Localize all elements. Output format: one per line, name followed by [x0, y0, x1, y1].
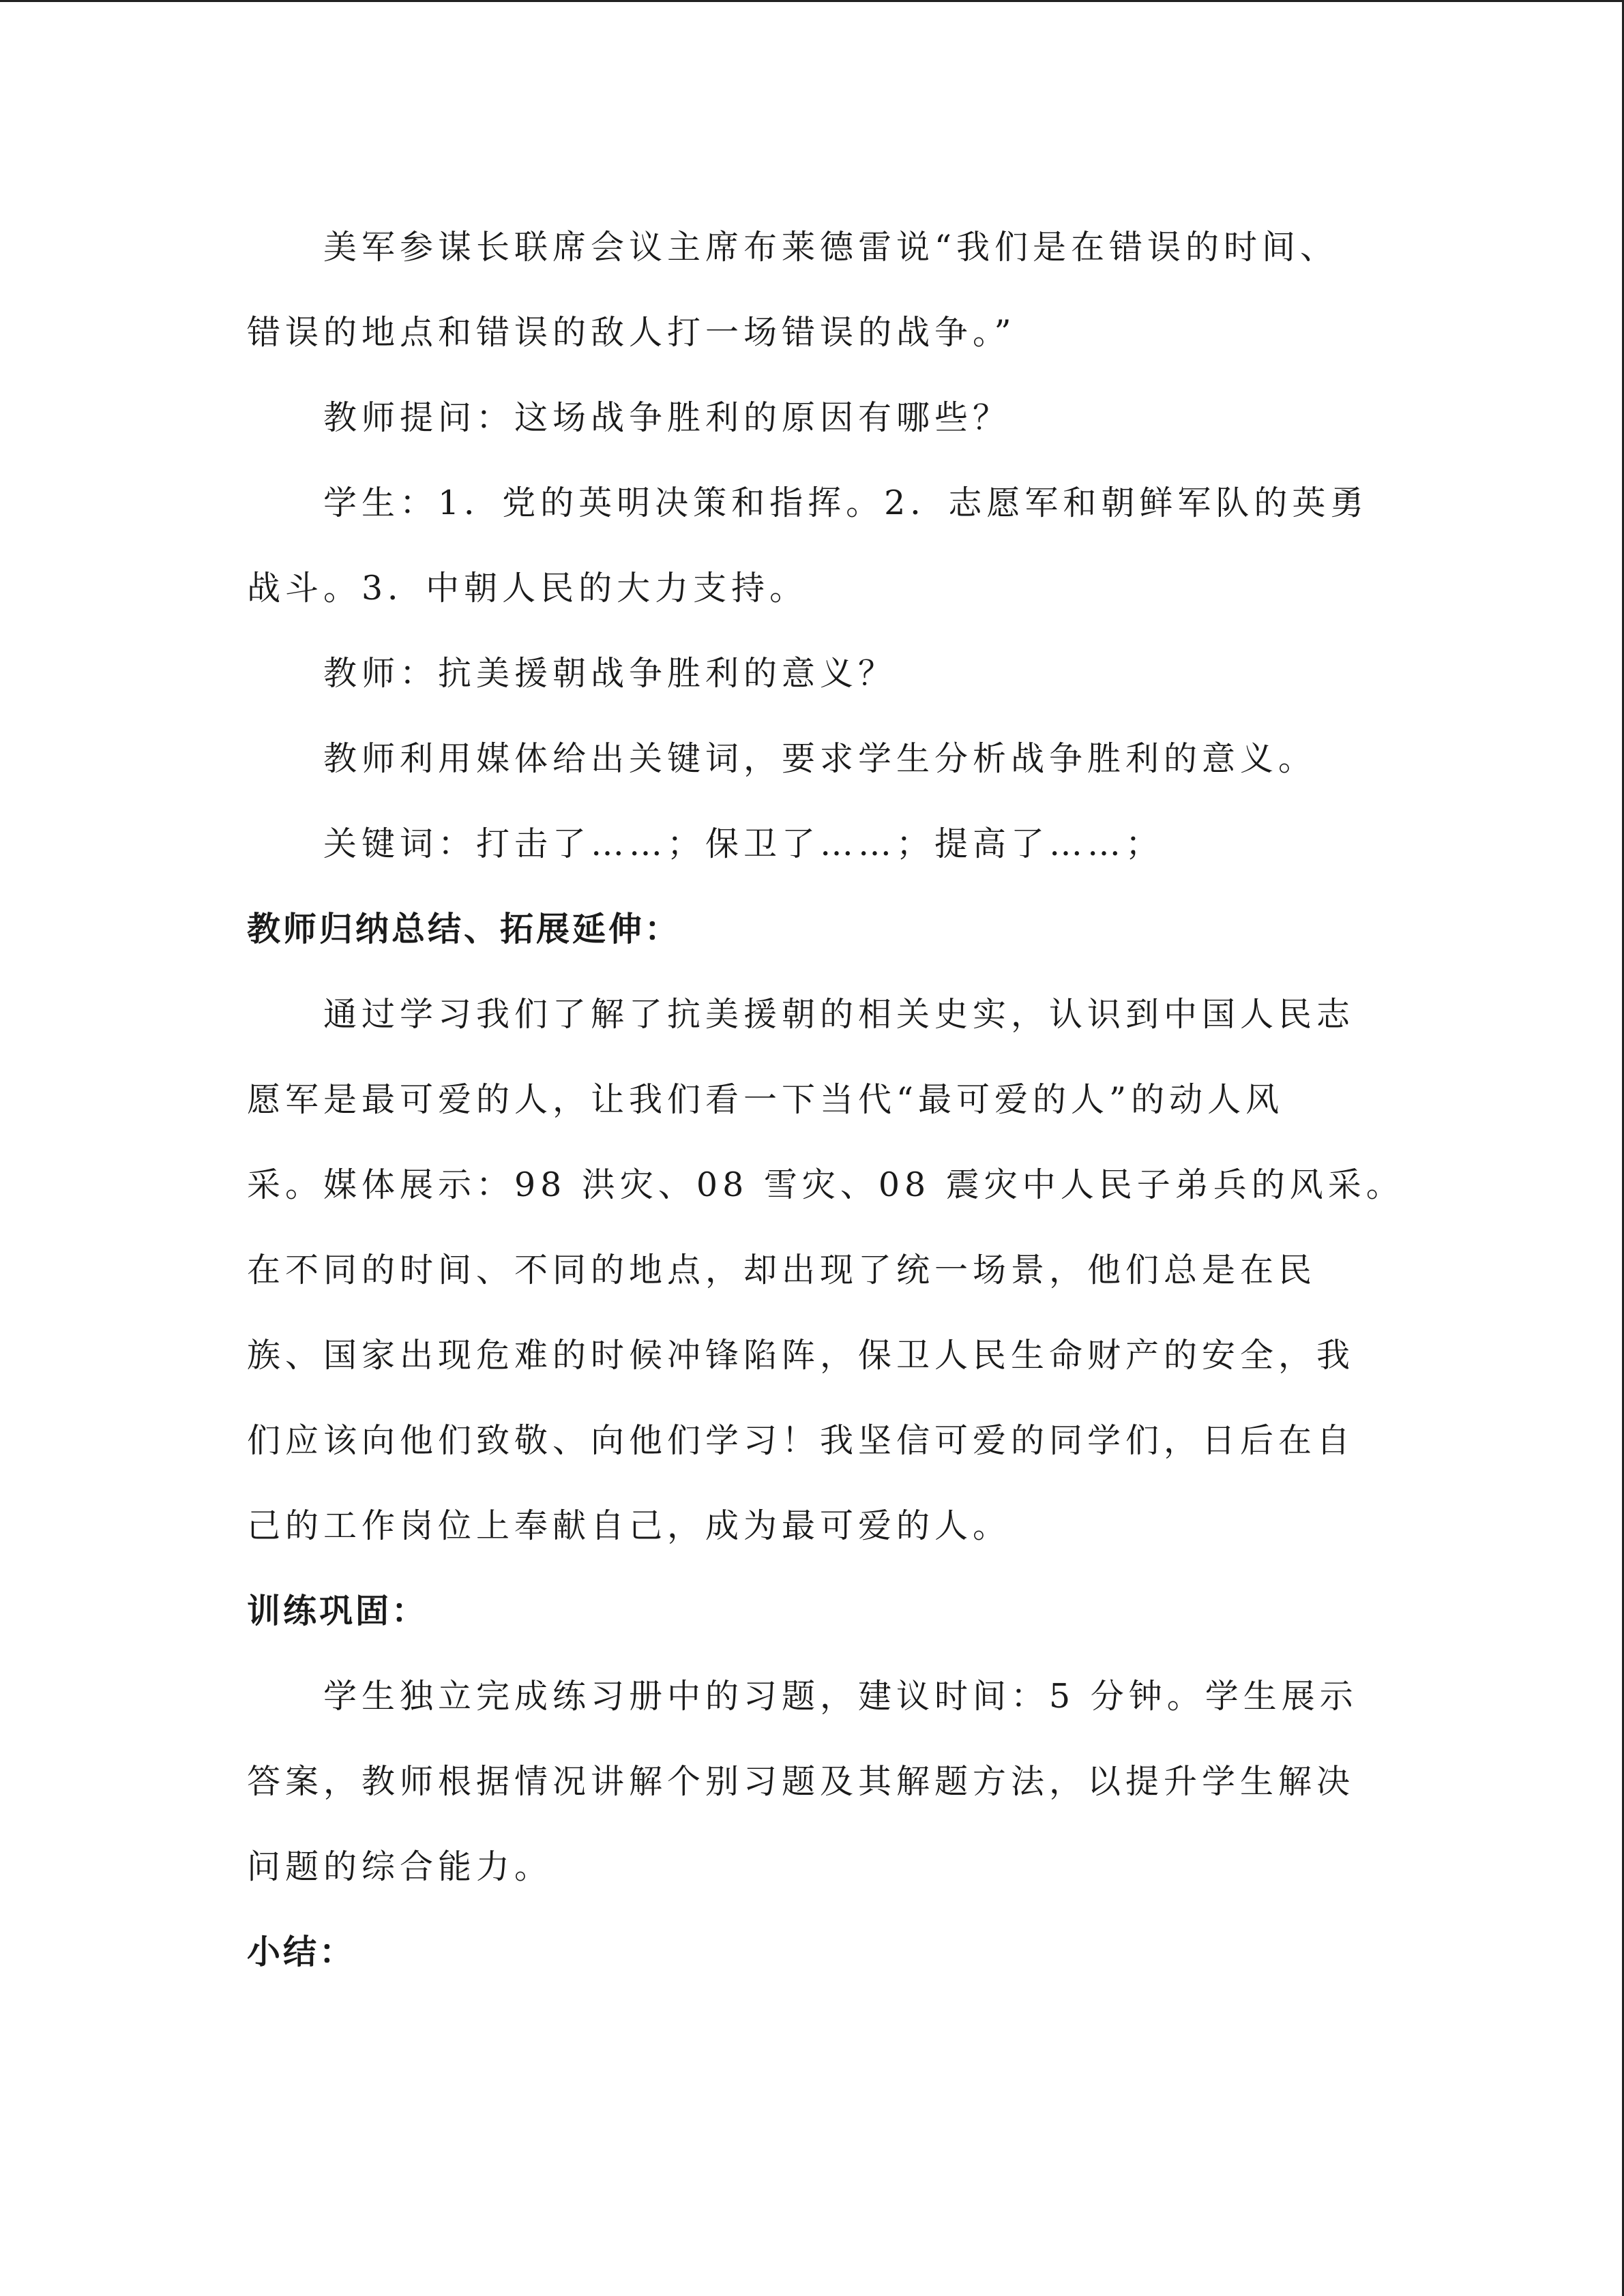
heading-text: 训练巩固：	[247, 1592, 428, 1630]
text-line: 愿军是最可爱的人，让我们看一下当代“最可爱的人”的动人风	[247, 1080, 1284, 1119]
text-line: 采。媒体展示：98 洪灾、08 雪灾、08 震灾中人民子弟兵的风采。	[247, 1165, 1404, 1204]
section-heading-conclusion	[247, 1909, 1365, 1995]
text-line: 学生：1．党的英明决策和指挥。2．志愿军和朝鲜军队的英勇	[323, 483, 1369, 522]
text-line: 战斗。3．中朝人民的大力支持。	[247, 569, 808, 608]
text-line: 错误的地点和错误的敌人打一场错误的战争。”	[247, 313, 1016, 352]
paragraph-teacher-question-reasons	[247, 375, 1365, 460]
text-line: 们应该向他们致敬、向他们学习！我坚信可爱的同学们，日后在自	[247, 1421, 1355, 1460]
paragraph-summary-body	[247, 972, 1404, 1568]
text-line: 族、国家出现危难的时候冲锋陷阵，保卫人民生命财产的安全，我	[247, 1336, 1355, 1375]
heading-text: 教师归纳总结、拓展延伸：	[247, 910, 681, 949]
paragraph-student-answer	[247, 460, 1369, 631]
paragraph-practice-body	[247, 1654, 1365, 1909]
text-line: 己的工作岗位上奉献自己，成为最可爱的人。	[247, 1506, 1012, 1545]
paragraph-keywords	[247, 801, 1365, 886]
document-body	[247, 205, 1404, 1995]
page-border-top	[0, 0, 1624, 2]
paragraph-bradley-quote	[247, 205, 1365, 375]
text-line: 在不同的时间、不同的地点，却出现了统一场景，他们总是在民	[247, 1251, 1317, 1289]
text-line: 答案，教师根据情况讲解个别习题及其解题方法，以提升学生解决	[247, 1762, 1355, 1801]
heading-text: 小结：	[247, 1933, 356, 1971]
paragraph-media-keywords-instruction	[247, 716, 1365, 801]
paragraph-teacher-question-significance	[247, 631, 1365, 716]
text-line: 美军参谋长联席会议主席布莱德雷说“我们是在错误的时间、	[323, 228, 1339, 267]
text-line: 教师提问：这场战争胜利的原因有哪些？	[323, 398, 1012, 437]
text-line: 关键词：打击了……；保卫了……；提高了……；	[323, 824, 1164, 863]
text-line: 通过学习我们了解了抗美援朝的相关史实，认识到中国人民志	[323, 995, 1355, 1034]
text-line: 教师：抗美援朝战争胜利的意义？	[323, 654, 897, 693]
text-line: 学生独立完成练习册中的习题，建议时间：5 分钟。学生展示	[323, 1677, 1358, 1716]
text-line: 教师利用媒体给出关键词，要求学生分析战争胜利的意义。	[323, 739, 1317, 778]
text-line: 问题的综合能力。	[247, 1847, 553, 1886]
section-heading-practice	[247, 1568, 1365, 1654]
section-heading-summary-extension	[247, 886, 1365, 972]
